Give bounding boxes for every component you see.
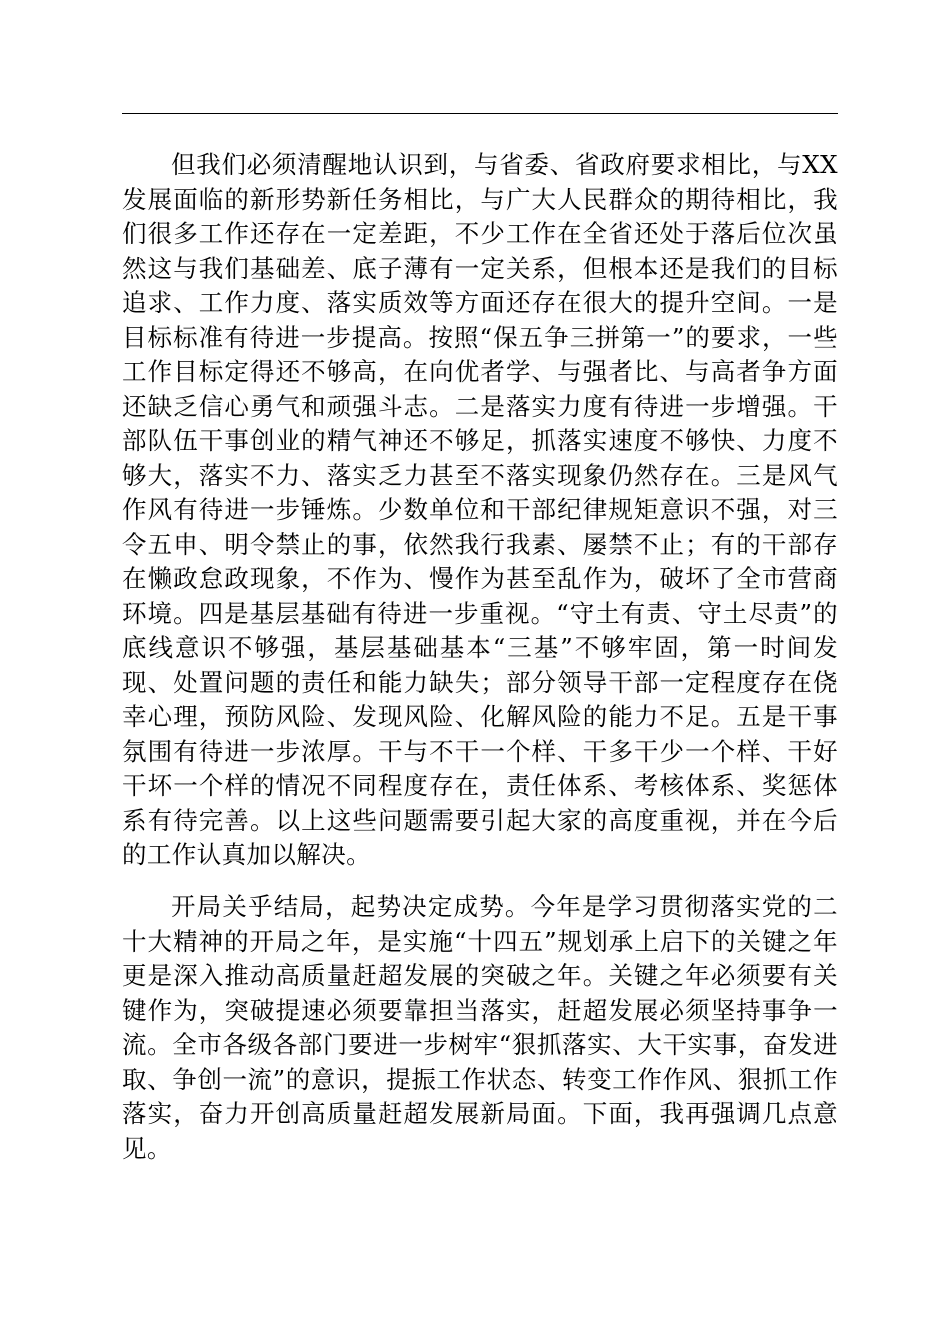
- paragraph-1: 但我们必须清醒地认识到，与省委、省政府要求相比，与XX发展面临的新形势新任务相比，与广大人民群众的期待相比，我们很多工作还存在一定差距，不少工作在全省还处于落后位次虽然这与我们基础差、底子薄有一定关系，但根本还是我们的目标追求、工作力度、落实质效等方面还存在很大的提升空间。一是目标标准有待进一步提高。按照“保五争三拼第一”的要求，一些工作目标定得还不够高，在向优者学、与强者比、与高者争方面还缺乏信心勇气和顽强斗志。二是落实力度有待进一步增强。干部队伍干事创业的精气神还不够足，抓落实速度不够快、力度不够大，落实不力、落实乏力甚至不落实现象仍然存在。三是风气作风有待进一步锤炼。少数单位和干部纪律规矩意识不强，对三令五申、明令禁止的事，依然我行我素、屡禁不止；有的干部存在懒政怠政现象，不作为、慢作为甚至乱作为，破坏了全市营商环境。四是基层基础有待进一步重视。“守土有责、守土尽责”的底线意识不够强，基层基础基本“三基”不够牢固，第一时间发现、处置问题的责任和能力缺失；部分领导干部一定程度存在侥幸心理，预防风险、发现风险、化解风险的能力不足。五是干事氛围有待进一步浓厚。干与不干一个样、干多干少一个样、干好干坏一个样的情况不同程度存在，责任体系、考核体系、奖惩体系有待完善。以上这些问题需要引起大家的高度重视，并在今后的工作认真加以解决。: [122, 150, 838, 869]
- paragraph-2: 开局关乎结局，起势决定成势。今年是学习贯彻落实党的二十大精神的开局之年，是实施“十四五”规划承上启下的关键之年更是深入推动高质量赶超发展的突破之年。关键之年必须要有关键作为，突破提速必须要靠担当落实，赶超发展必须坚持事争一流。全市各级各部门要进一步树牢“狠抓落实、大干实事，奋发进取、争创一流”的意识，提振工作状态、转变工作作风、狠抓工作落实，奋力开创高质量赶超发展新局面。下面，我再强调几点意见。: [122, 892, 838, 1163]
- header-rule: [122, 113, 838, 114]
